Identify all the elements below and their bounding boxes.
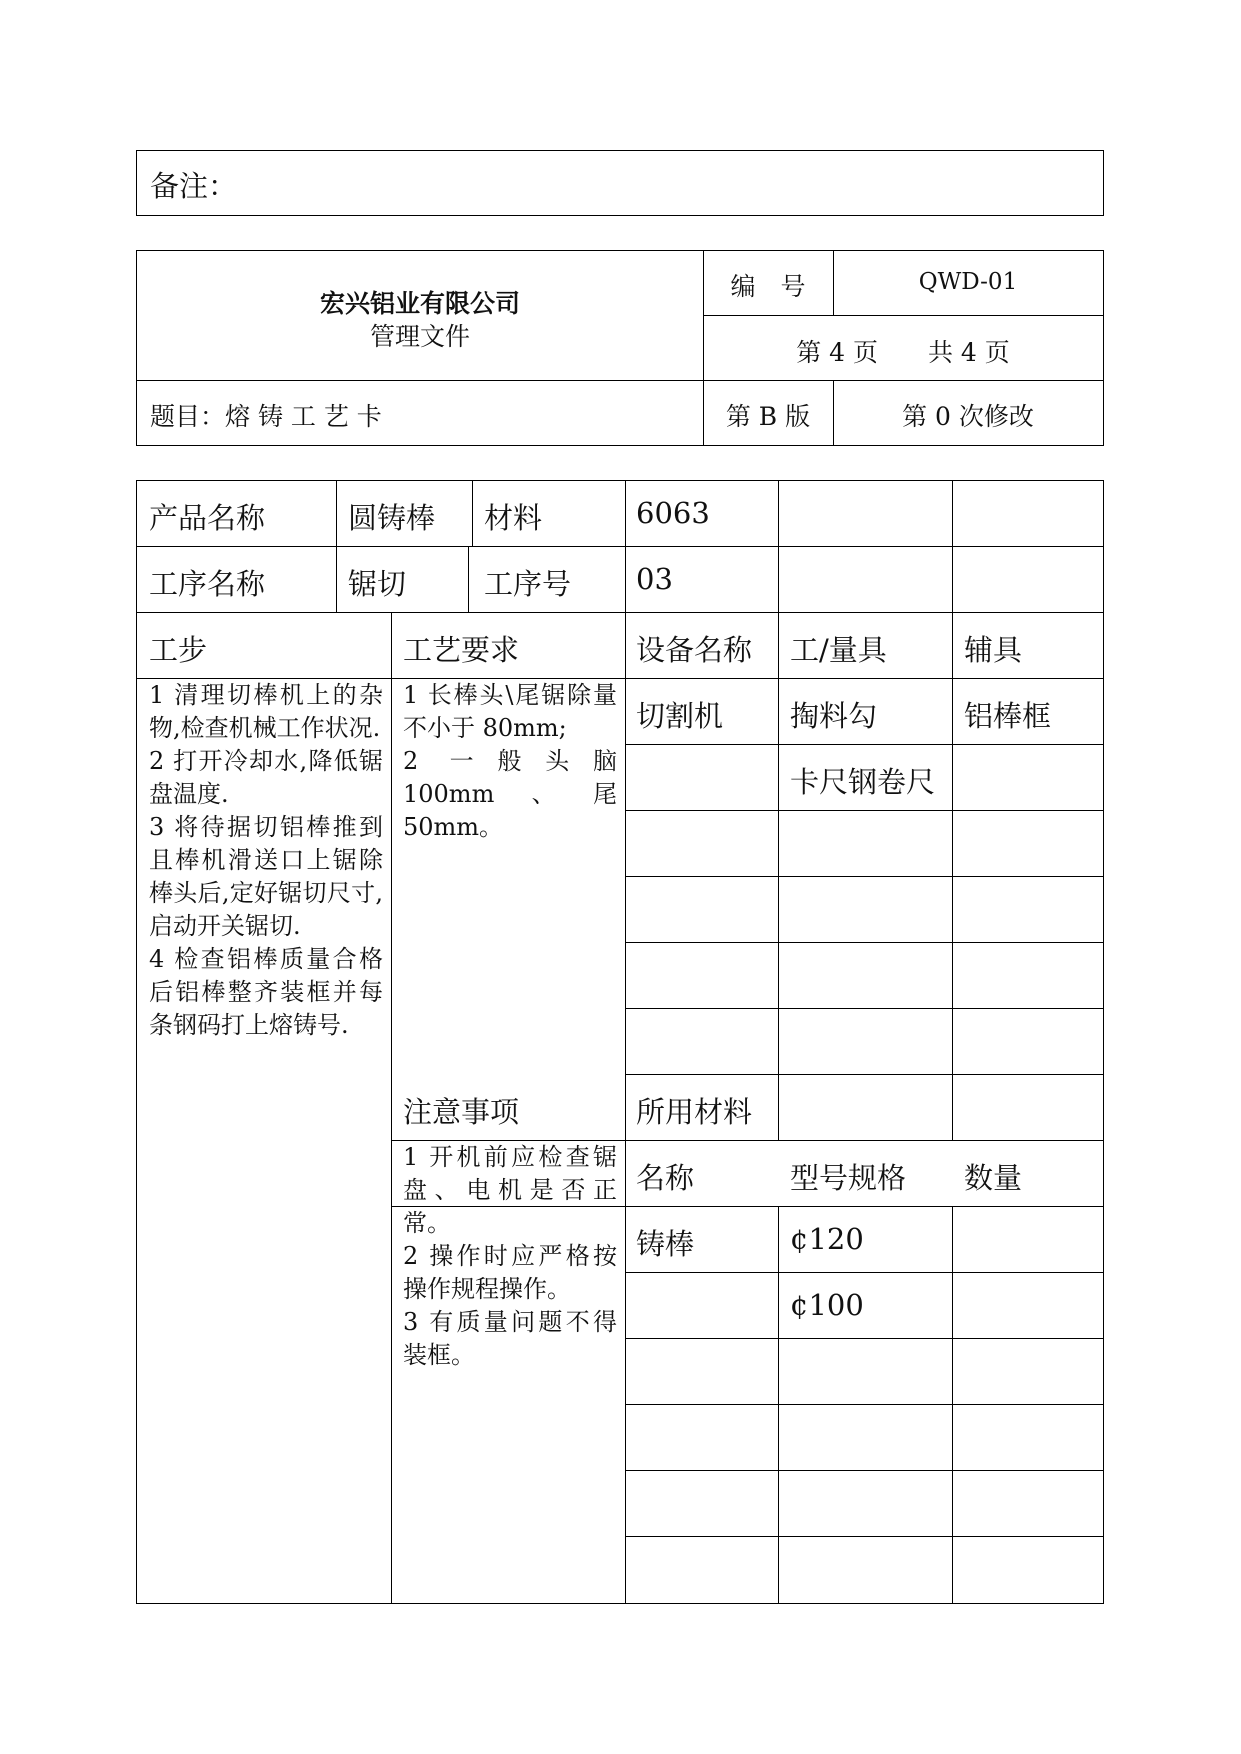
notes-header: 注意事项: [403, 1095, 520, 1129]
notes-list: [403, 1141, 617, 1372]
remarks-label: 备注：: [150, 169, 238, 203]
document-type: 管理文件: [369, 322, 470, 351]
materials-header: 所用材料: [636, 1095, 753, 1129]
requirement-header: 工艺要求: [403, 633, 520, 667]
gauge-cell: 卡尺钢卷尺: [790, 765, 936, 799]
process-name-value: 锯切: [348, 567, 407, 601]
process-name-label: 工序名称: [149, 567, 266, 601]
gauge-header: 工/量具: [790, 633, 887, 667]
step-item: 3 将待据切铝棒推到且棒机滑送口上锯除棒头后,定好锯切尺寸,启动开关锯切.: [149, 813, 383, 940]
revision: 第 0 次修改: [902, 402, 1034, 431]
version: 第 B 版: [725, 402, 811, 431]
step-item: 2 打开冷却水,降低锯盘温度.: [149, 747, 383, 808]
remarks-box: [136, 150, 1104, 216]
step-item: 4 检查铝棒质量合格后铝棒整齐装框并每条钢码打上熔铸号.: [149, 945, 383, 1039]
material-name-cell: 铸棒: [636, 1227, 695, 1261]
company-name: 宏兴铝业有限公司: [319, 289, 520, 318]
code-value: QWD-01: [918, 269, 1018, 295]
note-item: 3 有质量问题不得装框。: [403, 1308, 617, 1369]
material-value: 6063: [636, 496, 710, 530]
document-header: [136, 250, 1104, 446]
note-item: 2 操作时应严格按操作规程操作。: [403, 1242, 617, 1303]
material-qty-header: 数量: [964, 1161, 1023, 1195]
step-header: 工步: [149, 633, 208, 667]
material-spec-cell: ¢100: [790, 1288, 864, 1322]
fixture-header: 辅具: [964, 633, 1023, 667]
material-label: 材料: [484, 501, 543, 535]
material-name-header: 名称: [636, 1161, 695, 1195]
product-name-value: 圆铸棒: [348, 501, 436, 535]
process-number-value: 03: [636, 562, 673, 596]
process-card-table: [136, 480, 1104, 1604]
note-item: 1 开机前应检查锯盘、电机是否正常。: [403, 1143, 617, 1237]
requirement-item: 1 长棒头\尾锯除量不小于 80mm;: [403, 681, 617, 742]
process-number-label: 工序号: [484, 567, 572, 601]
requirements-list: [403, 679, 617, 844]
code-label: 编 号: [730, 272, 806, 301]
fixture-cell: 铝棒框: [964, 699, 1052, 733]
material-spec-header: 型号规格: [790, 1161, 907, 1195]
equipment-cell: 切割机: [636, 699, 724, 733]
requirement-item: 2 一般头脑 100mm、尾 50mm。: [403, 747, 617, 841]
page-info: 第 4 页 共 4 页: [796, 338, 1010, 367]
step-item: 1 清理切棒机上的杂物,检查机械工作状况.: [149, 681, 383, 742]
product-name-label: 产品名称: [149, 501, 266, 535]
material-spec-cell: ¢120: [790, 1222, 864, 1256]
gauge-cell: 掏料勾: [790, 699, 878, 733]
document-title: 题目：熔 铸 工 艺 卡: [150, 402, 382, 431]
steps-list: [149, 679, 383, 1042]
equipment-header: 设备名称: [636, 633, 753, 667]
